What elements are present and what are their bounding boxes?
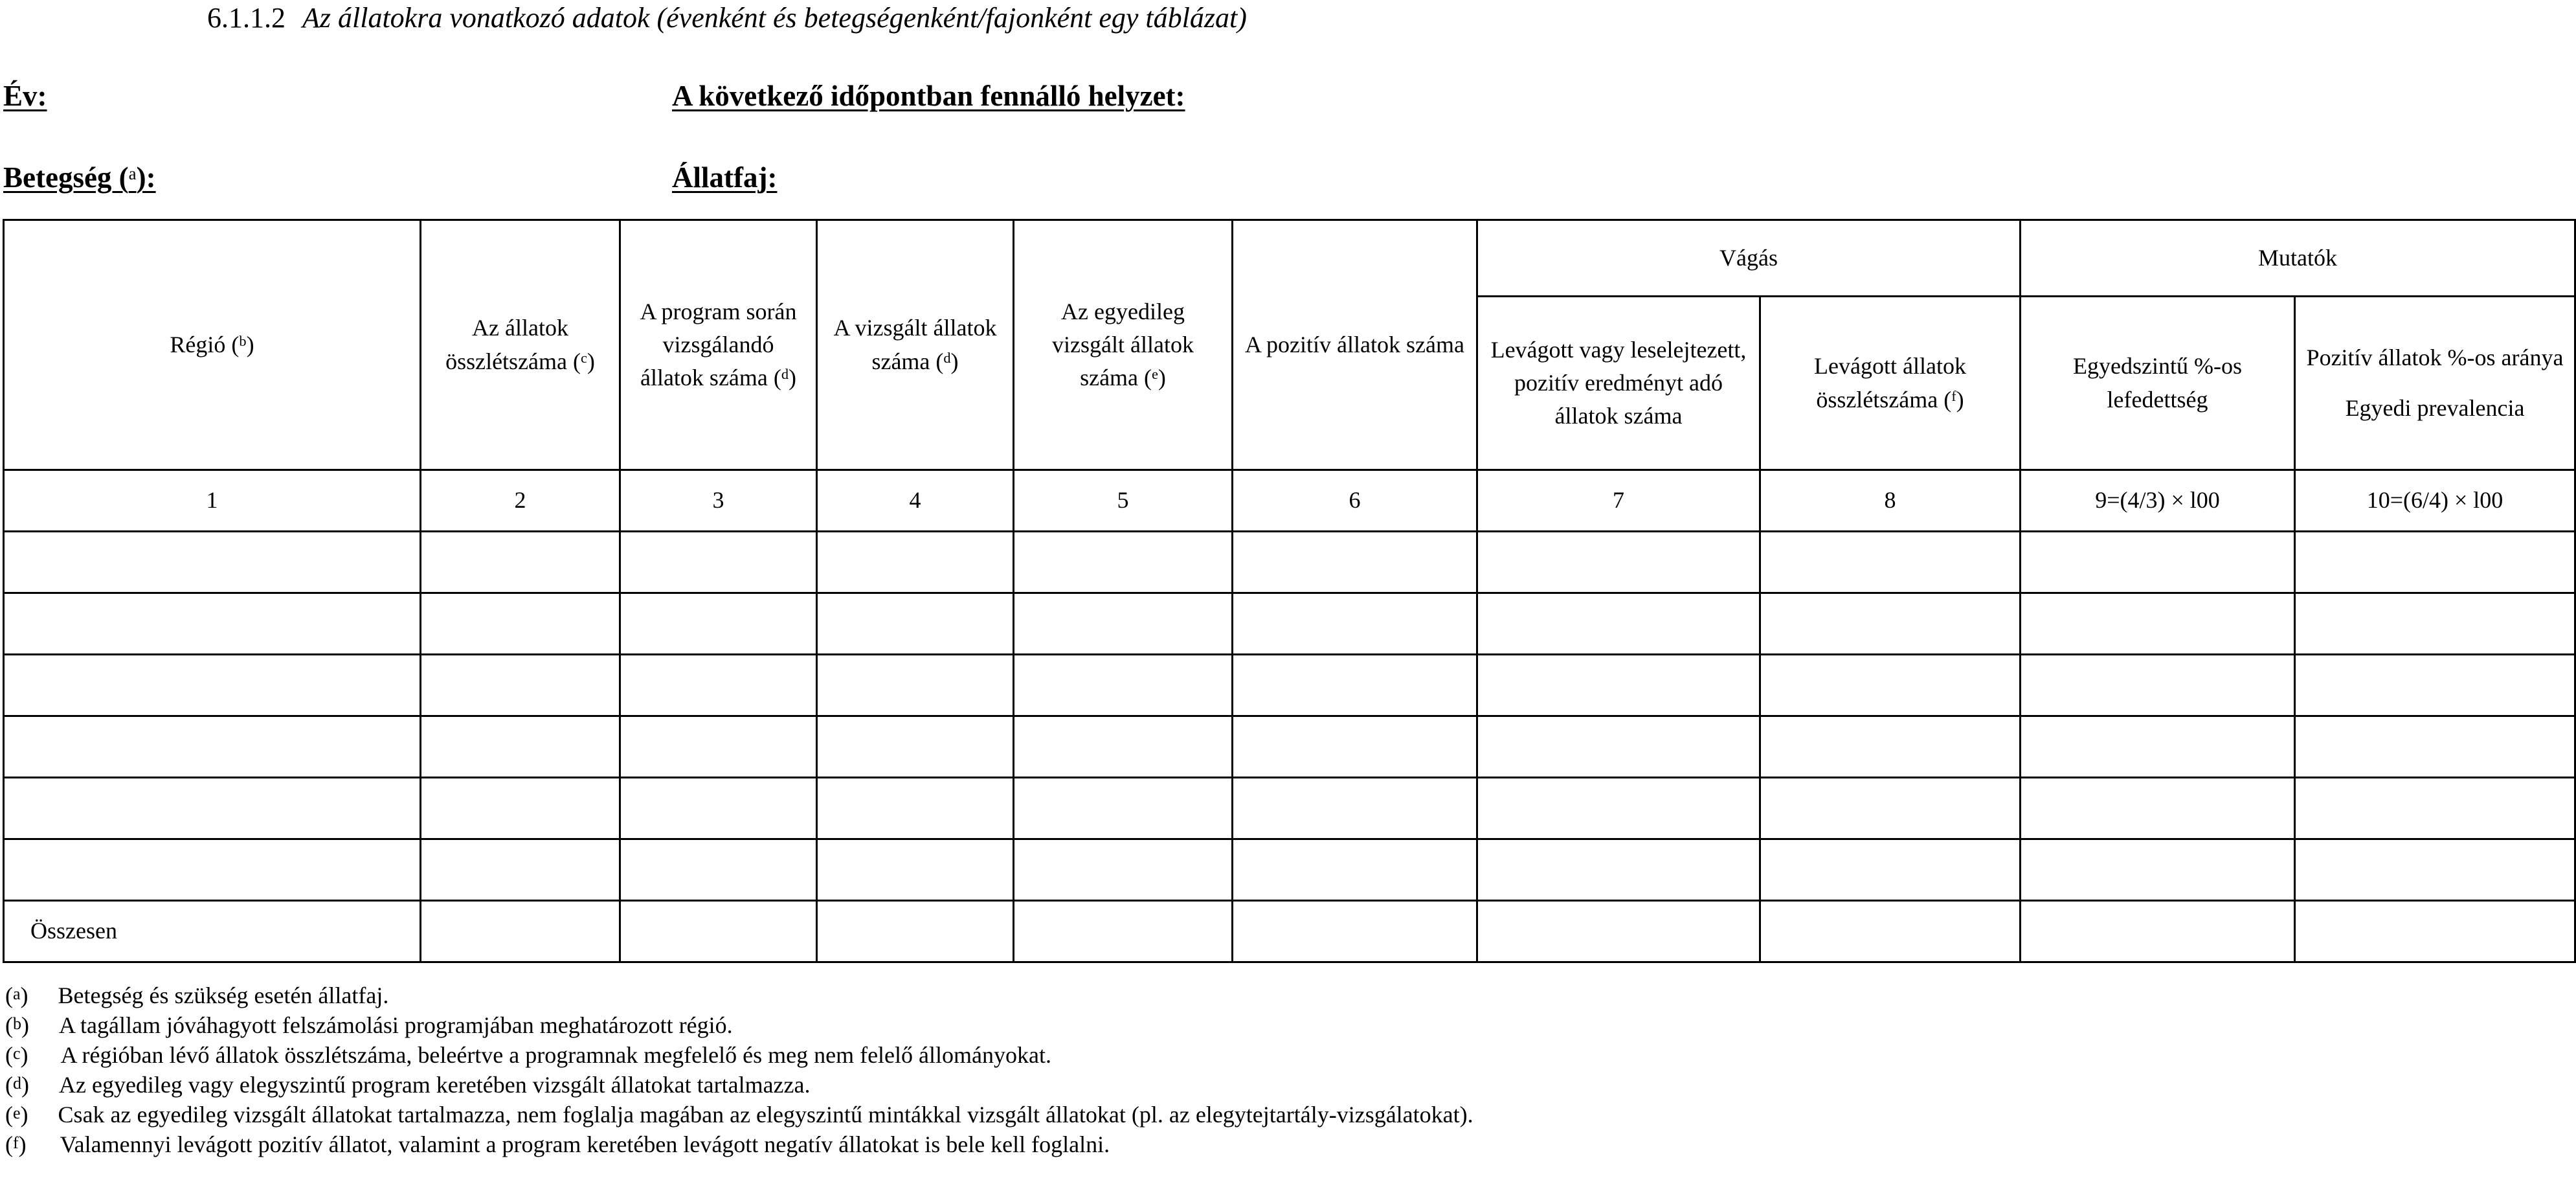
data-cell[interactable] <box>2021 839 2295 901</box>
data-cell[interactable] <box>620 778 817 839</box>
data-cell[interactable] <box>620 839 817 901</box>
data-cell[interactable] <box>1760 839 2021 901</box>
footnote: (e) Csak az egyedileg vizsgált állatokat tartalmazza, nem foglalja magában az elegyszintű mintákkal vizsgált állatokat (pl. az elegytejtartály-vizsgálatokat). <box>5 1102 1473 1128</box>
column-number-row <box>4 470 2575 532</box>
data-cell[interactable] <box>1760 593 2021 655</box>
total-cell[interactable] <box>817 901 1014 962</box>
column-number: 1 <box>4 470 421 532</box>
disease-label-close: ): <box>136 161 156 194</box>
total-row <box>4 901 2575 962</box>
animal-data-table <box>3 219 2576 963</box>
year-field-label: Év: <box>3 80 47 112</box>
header-total-animals: Az állatok összlétszáma ($^c$) <box>421 220 620 470</box>
species-field-label: Állatfaj: <box>672 161 778 194</box>
header-slaughtered-total: Levágott állatok összlétszáma ($^f$) <box>1760 297 2021 470</box>
header-group-slaughter: Vágás <box>1477 220 2021 297</box>
data-cell[interactable] <box>4 778 421 839</box>
data-cell[interactable] <box>1014 716 1233 778</box>
data-cell[interactable] <box>2295 839 2575 901</box>
data-row <box>4 716 2575 778</box>
data-cell[interactable] <box>1477 839 1760 901</box>
footnote: (d) Az egyedileg vagy elegyszintű program keretében vizsgált állatokat tartalmazza. <box>5 1072 811 1098</box>
data-cell[interactable] <box>1477 593 1760 655</box>
data-cell[interactable] <box>2021 778 2295 839</box>
column-number: 6 <box>1233 470 1477 532</box>
data-cell[interactable] <box>620 716 817 778</box>
total-cell[interactable] <box>1233 901 1477 962</box>
footnote: (f) Valamennyi levágott pozitív állatot, valamint a program keretében levágott negatív állatokat is bele kell foglalni. <box>5 1131 1110 1157</box>
data-cell[interactable] <box>620 593 817 655</box>
data-cell[interactable] <box>1014 593 1233 655</box>
data-cell[interactable] <box>1760 778 2021 839</box>
section-number: 6.1.1.2 <box>207 2 286 34</box>
data-row <box>4 593 2575 655</box>
column-number: 9=(4/3) × l00 <box>2021 470 2295 532</box>
data-cell[interactable] <box>817 839 1014 901</box>
data-cell[interactable] <box>1477 532 1760 593</box>
data-cell[interactable] <box>1014 532 1233 593</box>
total-cell[interactable] <box>2295 901 2575 962</box>
data-cell[interactable] <box>1014 839 1233 901</box>
column-number: 10=(6/4) × l00 <box>2295 470 2575 532</box>
column-number: 4 <box>817 470 1014 532</box>
data-cell[interactable] <box>2295 593 2575 655</box>
data-cell[interactable] <box>817 593 1014 655</box>
header-region: Régió ($^b$) <box>4 220 421 470</box>
data-cell[interactable] <box>2021 716 2295 778</box>
disease-field-label <box>3 161 156 194</box>
data-cell[interactable] <box>421 532 620 593</box>
data-cell[interactable] <box>1233 716 1477 778</box>
footnote: (b) A tagállam jóváhagyott felszámolási programjában meghatározott régió. <box>5 1012 733 1038</box>
data-cell[interactable] <box>421 778 620 839</box>
data-cell[interactable] <box>4 593 421 655</box>
header-coverage: Egyedszintű %-os lefedettség <box>2021 297 2295 470</box>
header-group-indicators: Mutatók <box>2021 220 2575 297</box>
disease-footnote-mark: a <box>128 163 137 183</box>
total-cell[interactable] <box>1477 901 1760 962</box>
data-cell[interactable] <box>2021 655 2295 716</box>
column-number: 2 <box>421 470 620 532</box>
header-tested-animals: A vizsgált állatok száma ($^d$) <box>817 220 1014 470</box>
data-cell[interactable] <box>817 655 1014 716</box>
data-cell[interactable] <box>421 716 620 778</box>
data-row <box>4 655 2575 716</box>
header-row-1 <box>4 220 2575 297</box>
column-number: 7 <box>1477 470 1760 532</box>
data-cell[interactable] <box>620 532 817 593</box>
footnote: (a) Betegség és szükség esetén állatfaj. <box>5 982 389 1008</box>
header-positive-animals: A pozitív állatok száma <box>1233 220 1477 470</box>
data-cell[interactable] <box>421 593 620 655</box>
data-cell[interactable] <box>2295 716 2575 778</box>
data-cell[interactable] <box>1477 655 1760 716</box>
data-cell[interactable] <box>2021 532 2295 593</box>
data-cell[interactable] <box>4 532 421 593</box>
data-cell[interactable] <box>1014 655 1233 716</box>
data-cell[interactable] <box>1233 778 1477 839</box>
column-number: 3 <box>620 470 817 532</box>
data-cell[interactable] <box>421 655 620 716</box>
data-cell[interactable] <box>2295 778 2575 839</box>
data-cell[interactable] <box>1014 778 1233 839</box>
total-cell[interactable] <box>2021 901 2295 962</box>
data-cell[interactable] <box>1760 655 2021 716</box>
column-number: 5 <box>1014 470 1233 532</box>
data-cell[interactable] <box>4 716 421 778</box>
total-cell[interactable] <box>1760 901 2021 962</box>
data-cell[interactable] <box>1233 532 1477 593</box>
total-cell[interactable] <box>1014 901 1233 962</box>
header-individually-tested: Az egyedileg vizsgált állatok száma ($^e$) <box>1014 220 1233 470</box>
data-cell[interactable] <box>2295 532 2575 593</box>
data-cell[interactable] <box>2021 593 2295 655</box>
header-positive-ratio: Pozitív állatok %-os aránya Egyedi prevalencia <box>2295 297 2575 470</box>
data-cell[interactable] <box>1233 839 1477 901</box>
data-cell[interactable] <box>817 778 1014 839</box>
data-cell[interactable] <box>4 655 421 716</box>
data-cell[interactable] <box>1233 593 1477 655</box>
data-cell[interactable] <box>1477 716 1760 778</box>
data-cell[interactable] <box>817 716 1014 778</box>
data-cell[interactable] <box>421 839 620 901</box>
data-cell[interactable] <box>1477 778 1760 839</box>
data-row <box>4 532 2575 593</box>
section-heading <box>207 1 1247 34</box>
section-title: Az állatokra vonatkozó adatok (évenként és betegségenként/fajonként egy táblázat) <box>302 2 1247 34</box>
total-cell[interactable] <box>620 901 817 962</box>
footnote: (c) A régióban lévő állatok összlétszáma, beleértve a programnak megfelelő és meg nem felelő állományokat. <box>5 1042 1051 1068</box>
footnotes <box>5 980 1473 1159</box>
data-cell[interactable] <box>4 839 421 901</box>
header-animals-to-test: A program során vizsgálandó állatok száma ($^d$) <box>620 220 817 470</box>
total-label: Összesen <box>4 901 421 962</box>
data-cell[interactable] <box>1760 716 2021 778</box>
total-cell[interactable] <box>421 901 620 962</box>
disease-label-text: Betegség ( <box>3 161 129 194</box>
data-cell[interactable] <box>2295 655 2575 716</box>
situation-date-label: A következő időpontban fennálló helyzet: <box>672 80 1185 112</box>
data-row <box>4 778 2575 839</box>
data-cell[interactable] <box>1233 655 1477 716</box>
column-number: 8 <box>1760 470 2021 532</box>
data-cell[interactable] <box>1760 532 2021 593</box>
data-row <box>4 839 2575 901</box>
header-slaughtered-positive: Levágott vagy leselejtezett, pozitív eredményt adó állatok száma <box>1477 297 1760 470</box>
data-cell[interactable] <box>817 532 1014 593</box>
data-cell[interactable] <box>620 655 817 716</box>
